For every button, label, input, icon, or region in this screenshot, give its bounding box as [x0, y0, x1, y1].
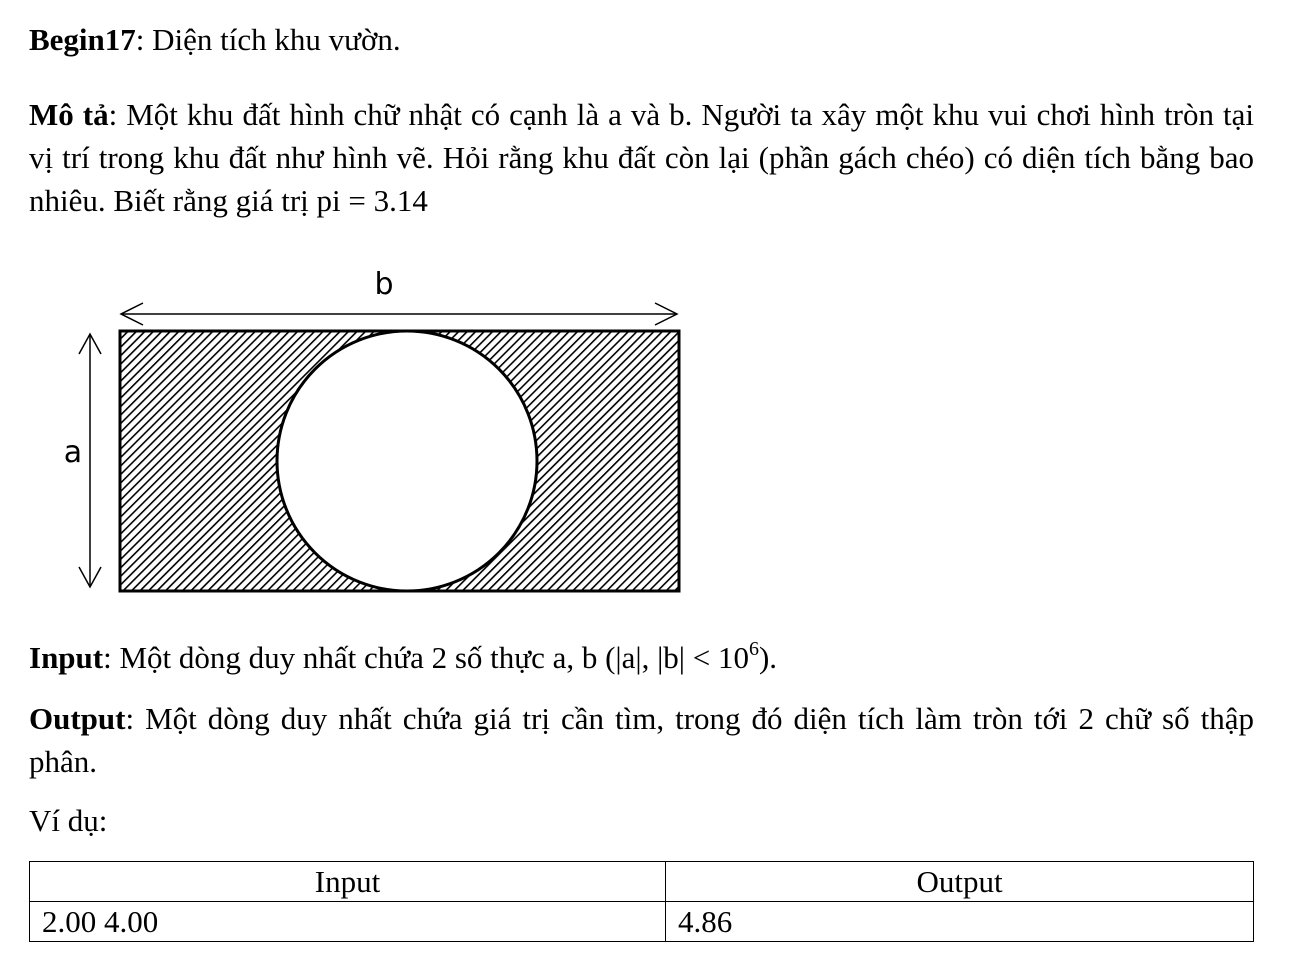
- description-label: Mô tả: [29, 97, 109, 132]
- label-a: a: [63, 435, 83, 470]
- example-label: Ví dụ:: [29, 803, 108, 838]
- cell-input: 2.00 4.00: [30, 902, 666, 942]
- garden-figure: [50, 250, 710, 600]
- header-input: Input: [30, 862, 666, 902]
- label-b: b: [374, 267, 394, 302]
- header-output: Output: [666, 862, 1254, 902]
- problem-code: Begin17: [29, 22, 136, 57]
- problem-title: [29, 18, 1254, 61]
- dimension-a-arrow: [79, 334, 101, 587]
- problem-description: [29, 93, 1254, 222]
- dimension-b-arrow: [121, 303, 677, 325]
- output-label: Output: [29, 701, 126, 736]
- input-spec: [29, 636, 1254, 679]
- description-text: : Một khu đất hình chữ nhật có cạnh là a và b. Người ta xây một khu vui chơi hình tròn tại vị trí trong khu đất như hình vẽ. Hỏi rằng khu đất còn lại (phần gách chéo) có diện tích bằng bao nhiêu. Biết rằng giá trị pi = 3.14: [29, 97, 1254, 218]
- input-suffix: ).: [758, 640, 778, 675]
- cell-output: 4.86: [666, 902, 1254, 942]
- table-row: [30, 902, 1254, 942]
- table-header-row: [30, 862, 1254, 902]
- output-spec: [29, 697, 1254, 783]
- example-table: [29, 861, 1254, 942]
- problem-name: : Diện tích khu vườn.: [135, 22, 401, 57]
- input-label: Input: [29, 640, 104, 675]
- input-exponent: 6: [748, 637, 759, 660]
- playground-circle: [277, 331, 537, 591]
- output-text: : Một dòng duy nhất chứa giá trị cần tìm, trong đó diện tích làm tròn tới 2 chữ số thập phân.: [29, 701, 1254, 779]
- input-text: : Một dòng duy nhất chứa 2 số thực a, b (|a|, |b| < 10: [103, 640, 749, 675]
